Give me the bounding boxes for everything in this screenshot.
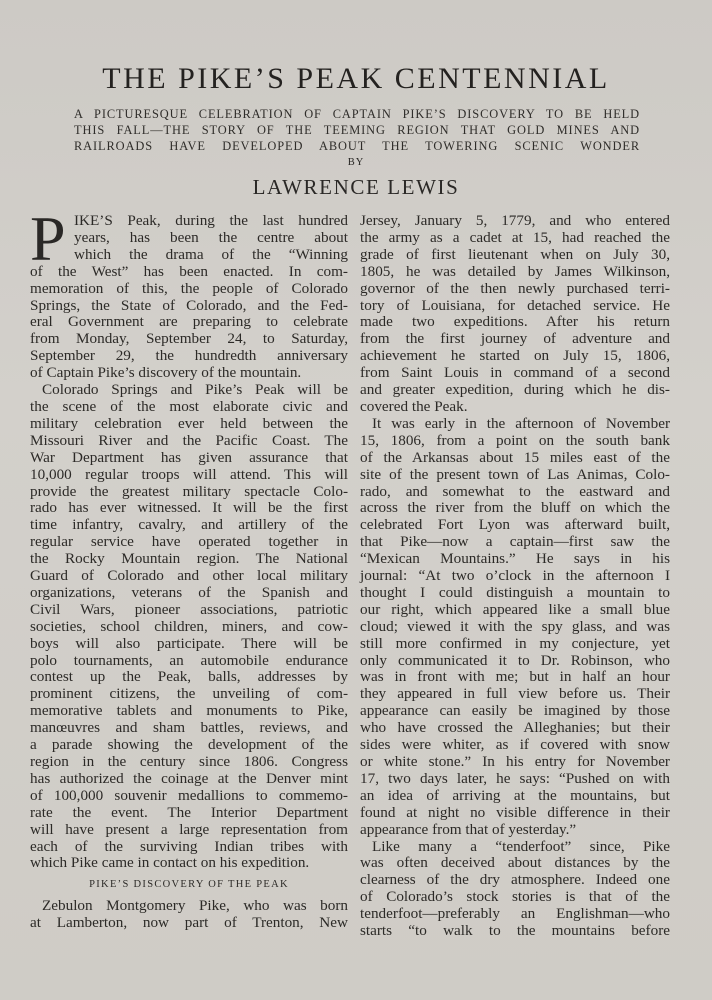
text-line: region in the century since 1806. Congress [30,753,348,770]
text-line: covered the Peak. [360,397,468,415]
author-name: LAWRENCE LEWIS [252,175,460,199]
text-line: which the drama of the “Winning [74,245,348,263]
text-line: Guard of Colorado and other local military [30,567,348,585]
text-line: regular service have operated together in [30,533,348,551]
text-line: they appeared in full view before us. Their [360,685,670,703]
text-line: memoration of this, the people of Colorado [30,279,348,297]
text-line: thought I could distinguish a mountain to [360,583,670,601]
left-column [30,203,348,932]
text-line: achievement he started on July 15, 1806, [360,347,670,365]
text-line: of Colorado’s stock stories is that of the [360,888,670,906]
text-line: was in front with me; but in half an hour [360,668,670,686]
text-line: cloud; viewed it with the spy glass, and was [360,617,670,635]
text-line: the scene of the most elaborate civic and [30,397,348,415]
text-line: Jersey, January 5, 1779, and who entered [360,212,670,229]
text-line: contest up the Peak, balls, addresses by [30,668,348,686]
text-line: the army as a cadet at 15, had reached the [360,228,670,246]
text-line: from Saint Louis in command of a second [360,364,670,382]
text-line: and greater expedition, during which he dis- [360,381,670,399]
text-line: eral Government are preparing to celebrate [30,313,348,331]
text-line: September 29, the hundredth anniversary [30,347,348,365]
text-line: across the river from the bluff on which the [360,499,670,517]
text-line: a parade showing the development of the [30,736,348,754]
text-line: rado has ever witnessed. It will be the first [30,499,348,517]
text-line: appearance can easily be imagined by those [360,702,670,720]
text-line: Like many a “tenderfoot” since, Pike [372,837,670,855]
text-line: governor of the then newly purchased terri- [360,279,670,297]
text-line: has authorized the coinage at the Denver mint [30,769,348,787]
text-line: of the West” has been enacted. In com- [30,262,348,280]
text-line: tory of Louisiana, for detached service. He [360,296,670,314]
text-line: which Pike came in contact on his expedition. [30,854,310,872]
text-line: rado, and somewhat to the eastward and [360,482,670,500]
text-line: was often deceived about distances by the [360,854,670,872]
text-line: “Mexican Mountains.” He says in his [360,550,670,568]
text-line: journal: “At two o’clock in the afternoon I [360,567,670,585]
text-line: sides were whiter, as if covered with snow [360,736,670,754]
article-subtitle [74,106,640,154]
text-line: starts “to walk to the mountains before [360,922,670,940]
text-line: our right, which appeared like a small blue [360,600,670,618]
text-line: It was early in the afternoon of November [372,414,670,432]
text-line: rate the event. The Interior Department [30,803,348,821]
section-heading: PIKE’S DISCOVERY OF THE PEAK [89,879,289,891]
text-line: grade of first lieutenant when on July 30, [360,245,670,263]
text-line: of 100,000 souvenir medallions to commemo- [30,786,348,804]
subtitle-line: A PICTURESQUE CELEBRATION OF CAPTAIN PIKE’S DISCOVERY TO BE HELD [74,107,640,121]
text-line: found at night no visible difference in their [360,803,670,821]
text-line: each of the surviving Indian tribes with [30,837,348,855]
text-line: time infantry, cavalry, and artillery of the [30,516,348,534]
text-line: of Captain Pike’s discovery of the mountain. [30,364,302,382]
text-line: at Lamberton, now part of Trenton, New [30,914,348,932]
text-line: made two expeditions. After his return [360,313,670,331]
right-column [360,213,670,940]
text-line: from the first journey of adventure and [360,330,670,348]
article-title: THE PIKE’S PEAK CENTENNIAL [102,62,610,95]
text-line: who have crossed the Alleghanies; but their [360,719,670,737]
text-line: an idea of arriving at the mountains, but [360,786,670,804]
text-line: 1805, he was detailed by James Wilkinson, [360,262,670,280]
text-line: or white stone.” In his entry for November [360,753,670,770]
text-line: appearance from that of yesterday.” [360,820,577,838]
text-line: Colorado Springs and Pike’s Peak will be [42,381,348,399]
subtitle-line: RAILROADS HAVE DEVELOPED ABOUT THE TOWERING SCENIC WONDER [74,139,640,153]
text-line: Missouri River and the Pacific Coast. The [30,431,348,449]
text-line: 17, two days later, he says: “Pushed on with [360,769,670,787]
text-line: manœuvres and sham battles, reviews, and [30,719,348,737]
text-line: clearness of the dry atmosphere. Indeed one [360,871,670,889]
text-line: organizations, veterans of the Spanish and [30,583,348,601]
text-line: from Monday, September 24, to Saturday, [30,330,348,348]
text-line: years, has been the centre about [74,228,348,246]
text-line: boys will also participate. There will be [30,634,348,652]
text-line: celebrated Fort Lyon was afterward built, [360,516,670,534]
drop-cap: P [30,203,66,274]
text-line: still more confirmed in my conjecture, yet [360,634,670,652]
text-line: societies, school children, miners, and cow- [30,617,348,635]
text-line: 15, 1806, from a point on the south bank [360,431,670,449]
text-line: military celebration ever held between the [30,414,348,432]
text-line: only communicated it to Dr. Robinson, who [360,651,670,669]
text-line: Zebulon Montgomery Pike, who was born [42,897,348,915]
text-line: will have present a large representation from [30,820,348,838]
text-line: War Department has given assurance that [30,448,348,466]
text-line: Springs, the State of Colorado, and the Fed- [30,296,348,314]
text-line: that Pike—now a captain—first saw the [360,533,670,551]
text-line: memorative tablets and monuments to Pike, [30,702,348,720]
text-line: IKE’S Peak, during the last hundred [74,212,348,229]
text-line: polo tournaments, an automobile endurance [30,651,348,669]
text-line: site of the present town of Las Animas, Colo- [360,465,670,483]
byline-by: BY [347,157,365,168]
text-line: tenderfoot—preferably an Englishman—who [360,905,670,923]
text-line: of the Arkansas about 15 miles east of the [360,448,670,466]
text-line: provide the greatest military spectacle Colo- [30,482,348,500]
subtitle-line: THIS FALL—THE STORY OF THE TEEMING REGION THAT GOLD MINES AND [74,123,640,137]
text-line: prominent citizens, the unveiling of com- [30,685,348,703]
text-line: 10,000 regular troops will attend. This will [30,465,348,483]
text-line: the Rocky Mountain region. The National [30,550,348,568]
text-line: Civil Wars, pioneer associations, patriotic [30,600,348,618]
